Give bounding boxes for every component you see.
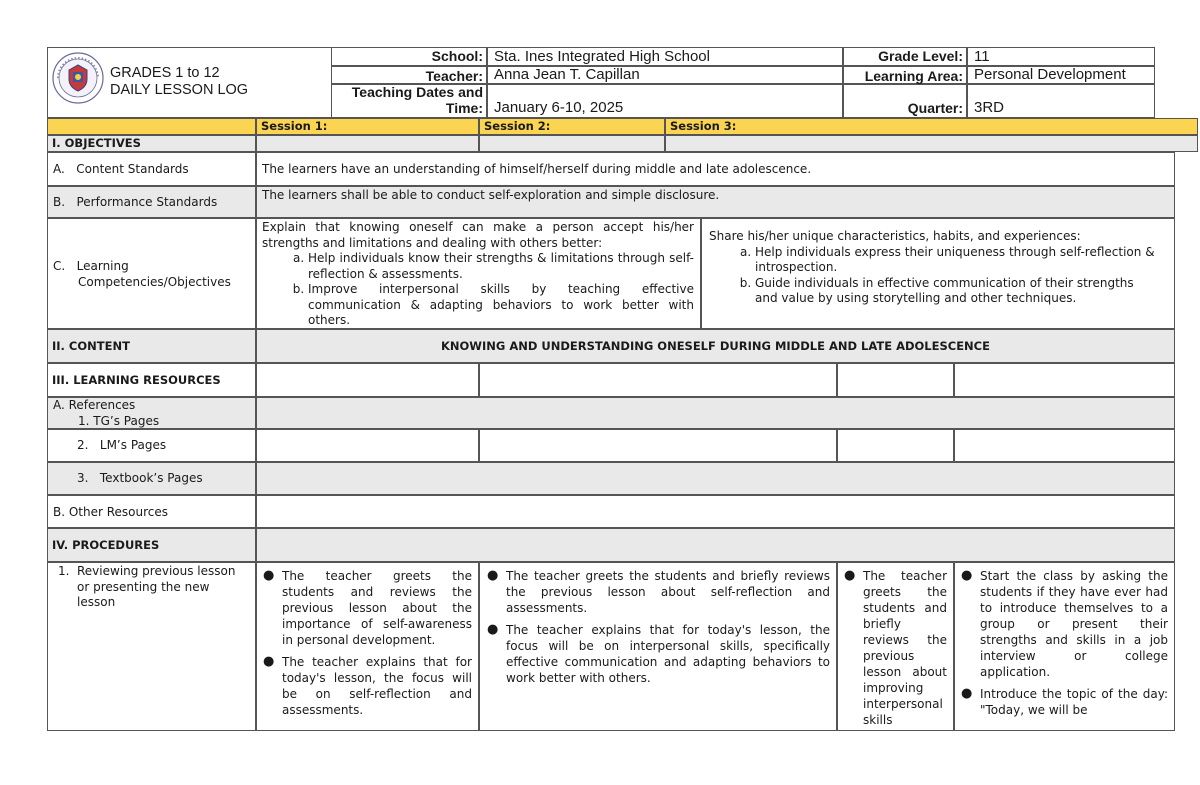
header-quarter-value: 3RD	[967, 84, 1155, 118]
textbook-pages-cell	[256, 462, 1175, 495]
log-title: GRADES 1 to 12 DAILY LESSON LOG	[110, 65, 249, 98]
competency-left-item: b. Improve interpersonal skills by teaching effective communication & adapting behaviors to work better with others.	[308, 282, 694, 329]
resources-cell	[479, 363, 837, 397]
session-3-header: Session 3:	[665, 118, 1198, 135]
procedure-bullet: ● The teacher greets the students and briefly reviews the previous lesson about improving interpersonal skills	[840, 568, 947, 728]
procedure-1-label: 1. Reviewing previous lesson or presenting the new lesson	[47, 562, 256, 731]
deped-seal-icon	[52, 52, 104, 104]
procedure-bullet: ● The teacher greets the students and briefly reviews the previous lesson about self-reflection and assessments.	[483, 568, 830, 616]
procedure-1-col-2	[479, 562, 837, 731]
procedure-bullet: ● The teacher explains that for today's lesson, the focus will be on interpersonal skills, specifically effective communication and adapting behaviors to work better with others.	[483, 622, 830, 686]
other-resources-cell	[256, 495, 1175, 528]
procedure-1-col-4	[954, 562, 1175, 731]
lm-pages-cell	[479, 429, 837, 462]
header-logo-block	[47, 47, 331, 118]
header-dates-value: January 6-10, 2025	[487, 84, 843, 118]
competencies-right: Share his/her unique characteristics, habits, and experiences: a. Help individuals express their uniqueness through self-reflection & introspection. b. Guide individuals in effective communication of their strengths and value by using storytelling and other techniques.	[701, 218, 1175, 329]
objectives-heading-fill	[256, 135, 479, 152]
header-label-area: Learning Area:	[843, 66, 967, 84]
lm-pages-cell	[256, 429, 479, 462]
header-label-school: School:	[331, 47, 487, 66]
header-area-value: Personal Development	[967, 66, 1155, 84]
competencies-left: Explain that knowing oneself can make a person accept his/her strengths and limitations and dealing with others better: a. Help individuals know their strengths & limitations through self-reflection & assessments. b. Improve interpersonal skills by teaching effective communication & adapting behaviors to work better with others.	[256, 218, 701, 329]
session-1-header: Session 1:	[256, 118, 479, 135]
header-label-quarter: Quarter:	[843, 84, 967, 118]
performance-standards-text: The learners shall be able to conduct self-exploration and simple disclosure.	[256, 186, 1175, 218]
objectives-heading-fill-2	[479, 135, 665, 152]
textbook-pages-label: 3. Textbook’s Pages	[47, 462, 256, 495]
session-row-blank	[47, 118, 256, 135]
performance-standards-label: B. Performance Standards	[47, 186, 256, 218]
header-school-value: Sta. Ines Integrated High School	[487, 47, 843, 66]
procedures-heading-fill	[256, 528, 1175, 562]
procedure-1-col-3	[837, 562, 954, 731]
header-teacher-value: Anna Jean T. Capillan	[487, 66, 843, 84]
resources-cell	[256, 363, 479, 397]
resources-cell	[837, 363, 954, 397]
resources-heading: III. LEARNING RESOURCES	[47, 363, 256, 397]
objectives-heading: I. OBJECTIVES	[47, 135, 256, 152]
header-label-teacher: Teacher:	[331, 66, 487, 84]
references-cell	[256, 397, 1175, 429]
content-text: KNOWING AND UNDERSTANDING ONESELF DURING MIDDLE AND LATE ADOLESCENCE	[256, 329, 1175, 363]
header-grade-value: 11	[967, 47, 1155, 66]
header-label-grade: Grade Level:	[843, 47, 967, 66]
procedure-bullet: ● The teacher greets the students and reviews the previous lesson about the importance of self-awareness in personal development.	[259, 568, 472, 648]
session-2-header: Session 2:	[479, 118, 665, 135]
header-label-dates: Teaching Dates and Time:	[331, 84, 487, 118]
other-resources-label: B. Other Resources	[47, 495, 256, 528]
procedure-bullet: ● Introduce the topic of the day: "Today, we will be	[957, 686, 1168, 718]
content-standards-label: A. Content Standards	[47, 152, 256, 186]
procedure-bullet: ● The teacher explains that for today's lesson, the focus will be on self-reflection and assessments.	[259, 654, 472, 718]
objectives-heading-fill-3	[665, 135, 1198, 152]
procedure-1-col-1	[256, 562, 479, 731]
procedure-bullet: ● Start the class by asking the students if they have ever had to introduce themselves to a group or present their strengths and skills in a job interview or college application.	[957, 568, 1168, 680]
lm-pages-cell	[837, 429, 954, 462]
competency-left-item: a. Help individuals know their strengths & limitations through self-reflection & assessments.	[308, 251, 694, 282]
procedures-heading: IV. PROCEDURES	[47, 528, 256, 562]
content-heading: II. CONTENT	[47, 329, 256, 363]
resources-cell	[954, 363, 1175, 397]
content-standards-text: The learners have an understanding of himself/herself during middle and late adolescence.	[256, 152, 1175, 186]
competency-right-item: a. Help individuals express their uniqueness through self-reflection & introspection.	[755, 245, 1160, 276]
references-label: A. References 1. TG’s Pages	[47, 397, 256, 429]
lm-pages-label: 2. LM’s Pages	[47, 429, 256, 462]
lm-pages-cell	[954, 429, 1175, 462]
competencies-label: C. Learning Competencies/Objectives	[47, 218, 256, 329]
competency-right-item: b. Guide individuals in effective communication of their strengths and value by using storytelling and other techniques.	[755, 276, 1160, 307]
